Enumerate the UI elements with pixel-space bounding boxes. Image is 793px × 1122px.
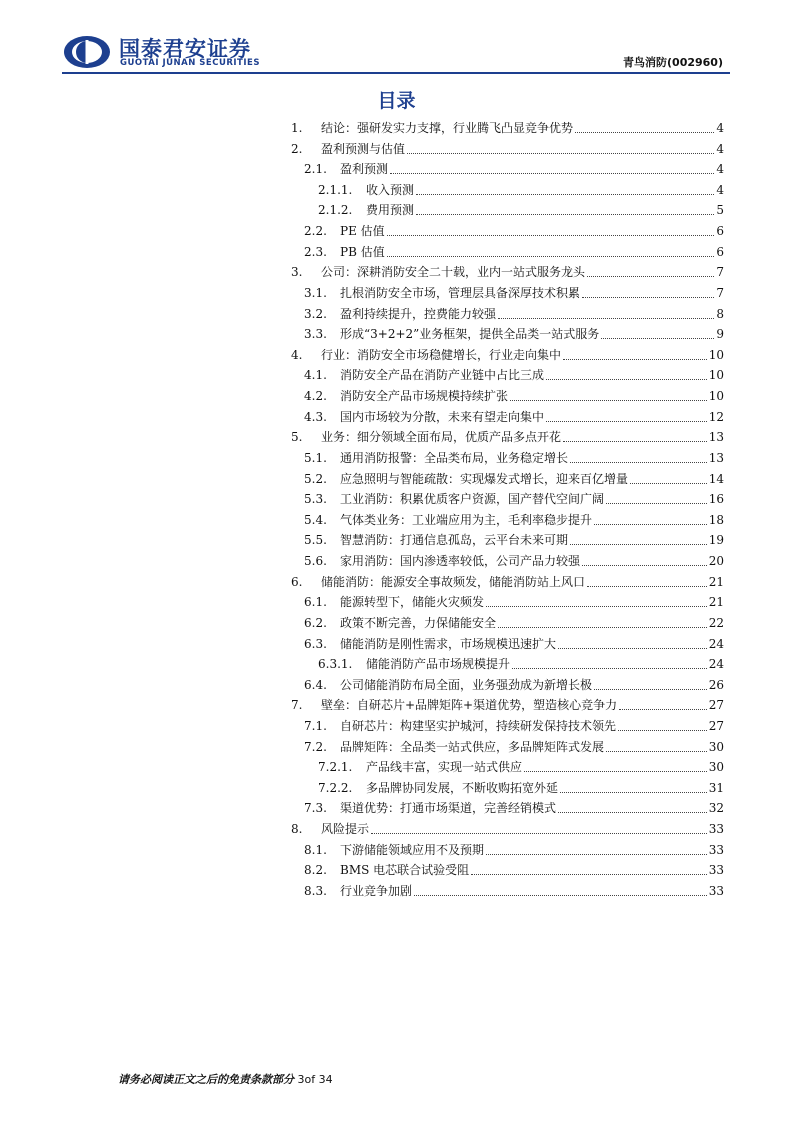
toc-entry-label: 业务：细分领域全面布局，优质产品多点开花: [321, 430, 562, 445]
toc-entry-label: 收入预测: [366, 182, 415, 197]
toc-leader-dots: [575, 131, 714, 133]
toc-entry-label: 通用消防报警：全品类布局，业务稳定增长: [340, 450, 569, 465]
toc-entry-label: 消防安全产品市场规模持续扩张: [340, 389, 509, 404]
toc-entry-number: 7.1.: [304, 718, 327, 733]
toc-entry-number: 6.3.1.: [318, 657, 353, 672]
toc-entry-page: 10: [708, 389, 724, 404]
toc-leader-dots: [606, 502, 707, 504]
toc-entry-page: 5: [716, 203, 724, 218]
toc-leader-dots: [414, 894, 707, 896]
toc-entry-page: 4: [716, 141, 724, 156]
toc-entry-label: 产品线丰富，实现一站式供应: [366, 760, 523, 775]
toc-entry-page: 21: [708, 595, 724, 610]
toc-entry-number: 8.2.: [304, 863, 327, 878]
toc-entry[interactable]: [304, 860, 724, 880]
toc-entry-page: 31: [708, 780, 724, 795]
toc-leader-dots: [558, 811, 707, 813]
toc-entry-number: 7.: [291, 698, 303, 713]
toc-leader-dots: [498, 626, 707, 628]
toc-entry[interactable]: [304, 469, 724, 489]
toc-entry[interactable]: [304, 304, 724, 324]
toc-entry-number: 3.3.: [304, 327, 327, 342]
toc-entry-label: 结论：强研发实力支撑，行业腾飞凸显竞争优势: [321, 121, 574, 135]
toc-entry-number: 5.6.: [304, 554, 327, 569]
toc-entry[interactable]: [304, 510, 724, 530]
toc-entry-page: 30: [708, 760, 724, 775]
toc-entry-page: 13: [708, 430, 724, 445]
toc-entry[interactable]: [318, 778, 724, 798]
toc-entry-label: 盈利预测与估值: [321, 141, 406, 156]
toc-entry-page: 33: [708, 883, 724, 898]
page-number: 3of 34: [297, 1073, 333, 1086]
toc-entry-number: 1.: [291, 121, 303, 135]
toc-entry[interactable]: [304, 489, 724, 509]
toc-leader-dots: [546, 420, 707, 422]
toc-entry[interactable]: [318, 757, 724, 777]
toc-entry-label: 储能消防是刚性需求，市场规模迅速扩大: [340, 636, 557, 651]
toc-entry-page: 19: [708, 533, 724, 548]
toc-entry-label: 工业消防：积累优质客户资源，国产替代空间广阔: [340, 492, 605, 507]
toc-leader-dots: [601, 337, 714, 339]
toc-entry-page: 14: [708, 471, 724, 486]
toc-entry-number: 3.: [291, 265, 303, 280]
toc-entry-number: 7.3.: [304, 801, 327, 816]
toc-entry-label: 智慧消防：打通信息孤岛，云平台未来可期: [340, 533, 569, 548]
toc-entry-label: 国内市场较为分散，未来有望走向集中: [340, 409, 545, 424]
toc-entry-page: 10: [708, 347, 724, 362]
toc-entry[interactable]: [291, 572, 724, 592]
toc-entry-label: 储能消防：能源安全事故频发，储能消防站上风口: [321, 574, 586, 589]
toc-leader-dots: [498, 317, 714, 319]
toc-leader-dots: [407, 152, 714, 154]
toc-leader-dots: [416, 193, 714, 195]
toc-leader-dots: [558, 647, 707, 649]
toc-leader-dots: [546, 378, 707, 380]
toc-entry-number: 6.: [291, 574, 303, 589]
toc-entry-page: 16: [708, 492, 724, 507]
toc-entry-page: 24: [708, 636, 724, 651]
toc-leader-dots: [563, 358, 707, 360]
toc-entry-number: 6.4.: [304, 677, 327, 692]
toc-entry[interactable]: [304, 242, 724, 262]
toc-entry-number: 5.3.: [304, 492, 327, 507]
toc-entry[interactable]: [291, 345, 724, 365]
toc-entry[interactable]: [291, 139, 724, 159]
toc-entry-label: BMS 电芯联合试验受阻: [340, 863, 470, 878]
toc-leader-dots: [560, 791, 707, 793]
toc-entry-page: 6: [716, 224, 724, 239]
toc-entry-page: 4: [716, 162, 724, 177]
toc-entry[interactable]: [304, 737, 724, 757]
toc-leader-dots: [618, 729, 707, 731]
toc-entry-page: 10: [708, 368, 724, 383]
toc-entry-number: 7.2.1.: [318, 760, 353, 775]
toc-leader-dots: [619, 708, 707, 710]
toc-entry-number: 4.: [291, 347, 303, 362]
toc-leader-dots: [582, 564, 707, 566]
toc-entry-label: 储能消防产品市场规模提升: [366, 657, 511, 672]
toc-entry-number: 7.2.: [304, 739, 327, 754]
toc-entry-page: 24: [708, 657, 724, 672]
toc-entry-page: 8: [716, 306, 724, 321]
toc-entry-label: 政策不断完善，力保储能安全: [340, 615, 497, 630]
page-footer: [118, 1071, 333, 1087]
toc-entry-number: 6.2.: [304, 615, 327, 630]
toc-entry-number: 6.3.: [304, 636, 327, 651]
toc-leader-dots: [606, 750, 707, 752]
guotai-junan-logo-icon: [62, 34, 112, 70]
toc-leader-dots: [486, 605, 707, 607]
toc-entry-page: 9: [716, 327, 724, 342]
toc-entry-page: 30: [708, 739, 724, 754]
toc-entry-label: 家用消防：国内渗透率较低，公司产品力较强: [340, 554, 581, 569]
toc-leader-dots: [594, 688, 707, 690]
toc-entry-label: 费用预测: [366, 203, 415, 218]
toc-leader-dots: [371, 832, 707, 834]
toc-entry-page: 33: [708, 863, 724, 878]
toc-leader-dots: [594, 523, 707, 525]
report-company-tag: 青鸟消防(002960): [623, 56, 723, 69]
toc-entry-page: 26: [708, 677, 724, 692]
toc-entry-page: 12: [708, 409, 724, 424]
toc-entry-label: 应急照明与智能疏散：实现爆发式增长，迎来百亿增量: [340, 471, 629, 486]
toc-entry-number: 8.: [291, 822, 303, 837]
toc-entry-page: 18: [708, 512, 724, 527]
toc-entry-label: 形成“3+2+2”业务框架，提供全品类一站式服务: [340, 327, 600, 342]
toc-entry[interactable]: [304, 324, 724, 344]
toc-entry[interactable]: [304, 551, 724, 571]
toc-entry-number: 3.2.: [304, 306, 327, 321]
toc-entry[interactable]: [304, 716, 724, 736]
toc-leader-dots: [563, 440, 707, 442]
toc-leader-dots: [587, 585, 707, 587]
toc-entry[interactable]: [304, 365, 724, 385]
toc-entry-page: 20: [708, 554, 724, 569]
toc-entry[interactable]: [304, 634, 724, 654]
toc-leader-dots: [570, 543, 707, 545]
toc-entry-page: 4: [716, 121, 724, 135]
toc-entry-page: 32: [708, 801, 724, 816]
toc-entry-number: 2.3.: [304, 244, 327, 259]
toc-leader-dots: [587, 275, 714, 277]
toc-entry-number: 2.: [291, 141, 303, 156]
toc-entry-label: 公司储能消防布局全面，业务强劲成为新增长极: [340, 677, 593, 692]
toc-entry-page: 33: [708, 822, 724, 837]
toc-entry[interactable]: [304, 386, 724, 406]
toc-entry-number: 5.2.: [304, 471, 327, 486]
toc-entry-label: 品牌矩阵：全品类一站式供应，多品牌矩阵式发展: [340, 739, 605, 754]
toc-entry-label: 公司：深耕消防安全二十载，业内一站式服务龙头: [321, 265, 586, 280]
toc-entry-number: 2.2.: [304, 224, 327, 239]
toc-entry[interactable]: [304, 840, 724, 860]
toc-entry[interactable]: [291, 427, 724, 447]
toc-entry-label: 渠道优势：打通市场渠道，完善经销模式: [340, 801, 557, 816]
toc-entry-page: 7: [716, 265, 724, 280]
toc-entry-label: 能源转型下，储能火灾频发: [340, 595, 485, 610]
toc-leader-dots: [512, 667, 707, 669]
toc-entry-number: 2.1.1.: [318, 182, 353, 197]
toc-entry-page: 13: [708, 450, 724, 465]
brand-name-en: GUOTAI JUNAN SECURITIES: [120, 58, 260, 68]
toc-entry-number: 5.1.: [304, 450, 327, 465]
toc-entry-number: 8.3.: [304, 883, 327, 898]
toc-entry-label: 盈利预测: [340, 162, 389, 177]
brand-name-cn: 国泰君安证券: [119, 37, 251, 61]
toc-entry[interactable]: [291, 819, 724, 839]
toc-entry-label: 多品牌协同发展，不断收购拓宽外延: [366, 780, 559, 795]
toc-entry-page: 33: [708, 842, 724, 857]
toc-entry-label: 下游储能领域应用不及预期: [340, 842, 485, 857]
toc-title: 目录: [377, 90, 416, 112]
toc-entry-label: 盈利持续提升，控费能力较强: [340, 306, 497, 321]
toc-entry-number: 7.2.2.: [318, 780, 353, 795]
toc-entry[interactable]: [318, 180, 724, 200]
toc-leader-dots: [582, 296, 714, 298]
toc-entry-number: 4.2.: [304, 389, 327, 404]
header-divider: [62, 72, 730, 74]
toc-leader-dots: [390, 172, 714, 174]
toc-leader-dots: [471, 873, 707, 875]
toc-entry-number: 8.1.: [304, 842, 327, 857]
disclaimer-note: 请务必阅读正文之后的免责条款部分: [118, 1073, 294, 1086]
toc-entry[interactable]: [304, 881, 724, 901]
toc-entry[interactable]: [304, 592, 724, 612]
toc-entry-label: 风险提示: [321, 822, 370, 837]
toc-entry-page: 7: [716, 285, 724, 300]
toc-entry[interactable]: [304, 613, 724, 633]
toc-leader-dots: [387, 234, 715, 236]
toc-leader-dots: [486, 853, 707, 855]
toc-entry-page: 6: [716, 244, 724, 259]
toc-entry-page: 27: [708, 698, 724, 713]
toc-entry-label: PE 估值: [340, 224, 385, 239]
toc-entry[interactable]: [304, 798, 724, 818]
toc-entry[interactable]: [304, 221, 724, 241]
toc-leader-dots: [387, 255, 715, 257]
toc-entry-number: 6.1.: [304, 595, 327, 610]
toc-entry-label: 行业竞争加剧: [340, 883, 413, 898]
toc-entry-number: 5.: [291, 430, 303, 445]
toc-entry-label: 扎根消防安全市场，管理层具备深厚技术积累: [340, 285, 581, 300]
toc-entry-page: 4: [716, 182, 724, 197]
toc-entry-label: 气体类业务：工业端应用为主，毛利率稳步提升: [340, 512, 593, 527]
toc-entry-number: 2.1.: [304, 162, 327, 177]
toc-entry[interactable]: [291, 262, 724, 282]
toc-entry-label: 自研芯片：构建坚实护城河，持续研发保持技术领先: [340, 718, 617, 733]
toc-entry[interactable]: [304, 675, 724, 695]
toc-entry-number: 2.1.2.: [318, 203, 353, 218]
page-header: [0, 0, 793, 76]
toc-leader-dots: [524, 770, 707, 772]
toc-leader-dots: [570, 461, 707, 463]
toc-entry[interactable]: [291, 118, 724, 138]
toc-leader-dots: [510, 399, 707, 401]
toc-leader-dots: [630, 482, 707, 484]
toc-entry-label: 行业：消防安全市场稳健增长，行业走向集中: [321, 347, 562, 362]
toc-entry-label: PB 估值: [340, 244, 385, 259]
toc-entry[interactable]: [318, 654, 724, 674]
toc-entry[interactable]: [304, 407, 724, 427]
toc-entry-label: 消防安全产品在消防产业链中占比三成: [340, 368, 545, 383]
toc-entry-page: 21: [708, 574, 724, 589]
toc-entry[interactable]: [304, 283, 724, 303]
toc-entry-number: 4.1.: [304, 368, 327, 383]
toc-entry[interactable]: [304, 159, 724, 179]
toc-entry-number: 5.4.: [304, 512, 327, 527]
toc-entry-number: 5.5.: [304, 533, 327, 548]
toc-entry-page: 27: [708, 718, 724, 733]
toc-leader-dots: [416, 213, 714, 215]
toc-entry-number: 3.1.: [304, 285, 327, 300]
toc-entry[interactable]: [304, 530, 724, 550]
toc-entry[interactable]: [318, 200, 724, 220]
toc-entry-label: 壁垒：自研芯片+品牌矩阵+渠道优势，塑造核心竞争力: [321, 698, 618, 713]
toc-entry[interactable]: [291, 695, 724, 715]
toc-entry-number: 4.3.: [304, 409, 327, 424]
toc-entry[interactable]: [304, 448, 724, 468]
toc-entry-page: 22: [708, 615, 724, 630]
